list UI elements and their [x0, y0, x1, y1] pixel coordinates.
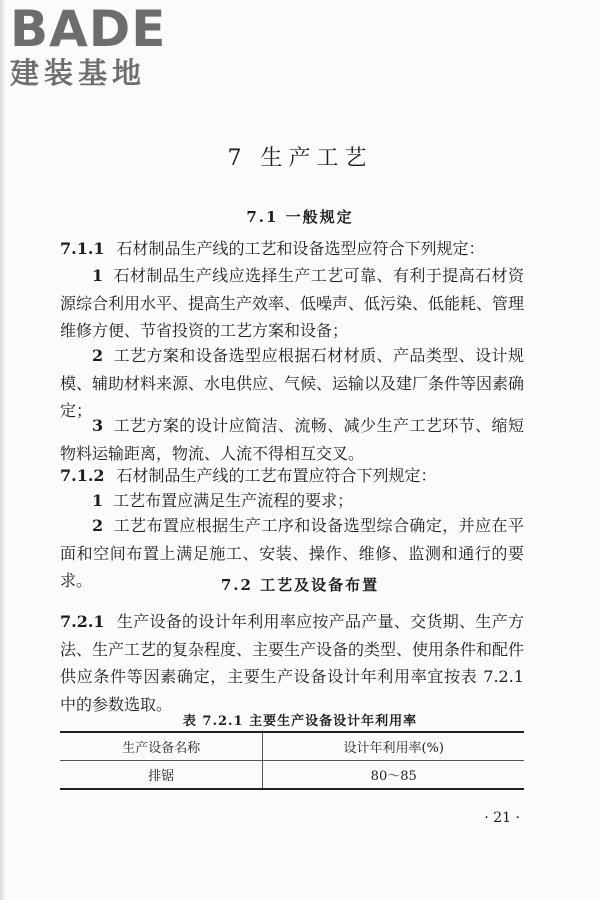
clause-text: 石材制品生产线的工艺布置应符合下列规定：	[116, 466, 437, 485]
list-item-7-1-1-3	[60, 412, 524, 467]
item-text: 工艺布置应根据生产工序和设备选型综合确定，并应在平面和空间布置上满足施工、安装、操作、维修、监测和通行的要求。	[60, 516, 524, 590]
chapter-title: 7 生产工艺	[227, 146, 373, 171]
clause-number: 7.2.1	[60, 612, 105, 631]
clause-7-1-2	[60, 462, 524, 490]
clause-7-2-1	[60, 608, 524, 718]
clause-text: 生产设备的设计年利用率应按产品产量、交货期、生产方法、生产工艺的复杂程度、主要生产设备的类型、使用条件和配件供应条件等因素确定，主要生产设备设计年利用率宜按表 7.2.1 中的参数选取。	[60, 612, 525, 714]
clause-text: 石材制品生产线的工艺和设备选型应符合下列规定：	[116, 239, 485, 258]
item-text: 工艺布置应满足生产流程的要求；	[113, 491, 354, 510]
section-title-7-1: 7.1 一般规定	[246, 208, 354, 226]
list-item-7-1-2-1	[60, 487, 524, 515]
section-title-7-2: 7.2 工艺及设备布置	[220, 576, 380, 594]
item-number: 1	[92, 491, 104, 510]
item-number: 2	[92, 516, 104, 535]
clause-number: 7.1.1	[60, 239, 105, 258]
utilization-rate-cell: 80～85	[263, 761, 524, 790]
item-text: 工艺方案和设备选型应根据石材材质、产品类型、设计规模、辅助材料来源、水电供应、气候、运输以及建厂条件等因素确定；	[60, 346, 525, 420]
table-row	[60, 761, 524, 790]
logo-subtitle: 建装基地	[10, 56, 147, 90]
clause-number: 7.1.2	[60, 466, 105, 485]
table-header-rate: 设计年利用率(%)	[263, 732, 524, 761]
item-number: 2	[92, 346, 104, 365]
page-binding-edge	[0, 0, 6, 900]
logo-word: BADE	[10, 0, 167, 58]
clause-7-1-1	[60, 235, 524, 263]
item-text: 工艺方案的设计应简洁、流畅、减少生产工艺环节、缩短物料运输距离，物流、人流不得相互交叉。	[60, 416, 524, 463]
item-number: 3	[92, 416, 104, 435]
item-text: 石材制品生产线应选择生产工艺可靠、有利于提高石材资源综合利用水平、提高生产效率、低噪声、低污染、低能耗、管理维修方便、节省投资的工艺方案和设备；	[60, 266, 525, 340]
page-number: · 21 ·	[484, 810, 520, 826]
equipment-name-cell: 排锯	[60, 761, 263, 790]
list-item-7-1-1-1	[60, 262, 524, 345]
table-header-equipment: 生产设备名称	[60, 732, 263, 761]
item-number: 1	[92, 266, 104, 285]
utilization-table	[60, 731, 524, 790]
table-header-row	[60, 732, 524, 761]
table-caption: 表 7.2.1 主要生产设备设计年利用率	[182, 714, 418, 729]
logo	[10, 0, 167, 90]
